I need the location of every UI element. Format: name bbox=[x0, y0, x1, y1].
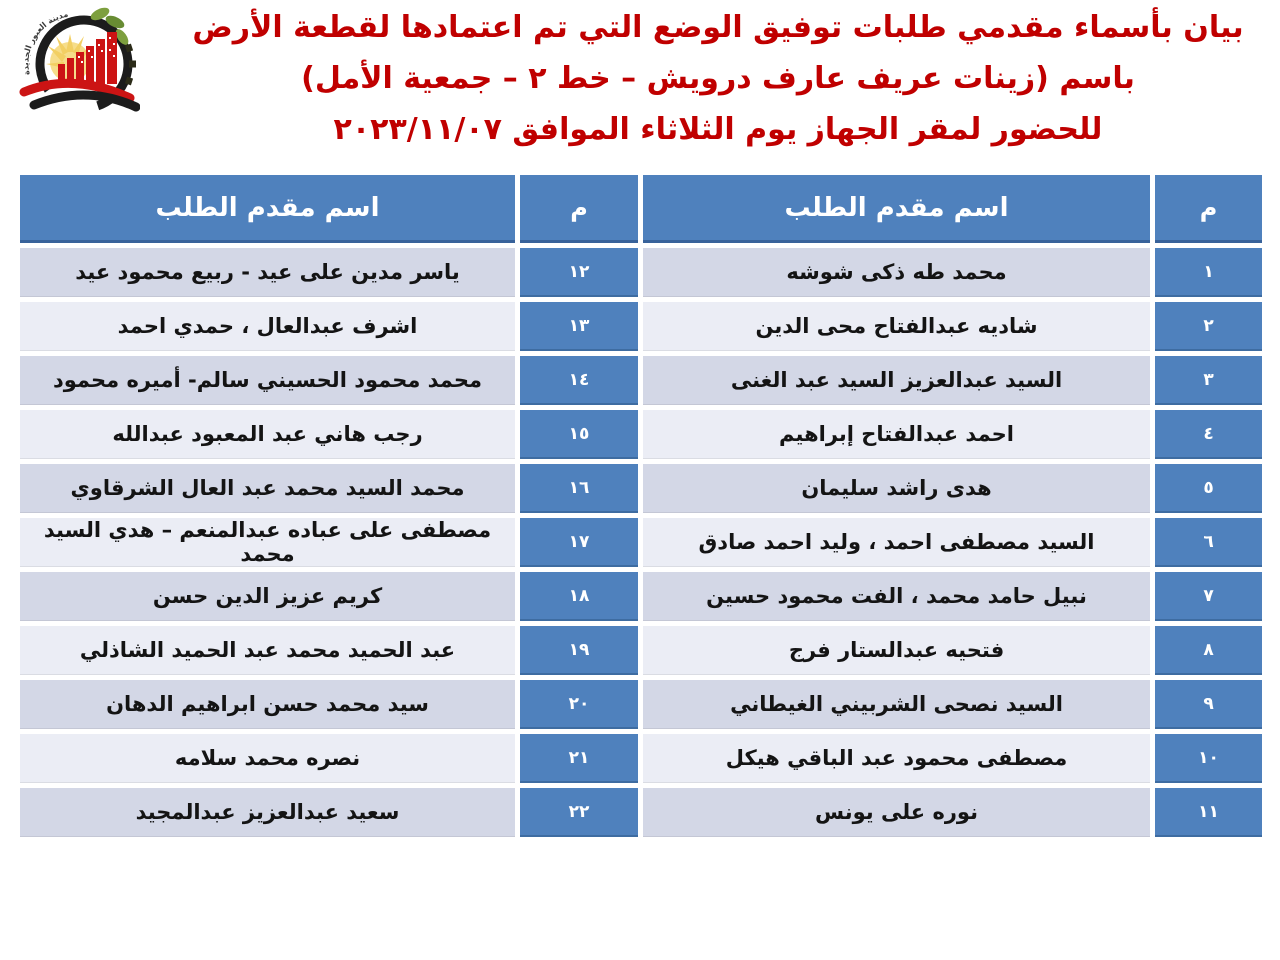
serial-cell: ٣ bbox=[1155, 356, 1262, 405]
serial-cell: ١١ bbox=[1155, 788, 1262, 837]
title-line-3: للحضور لمقر الجهاز يوم الثلاثاء الموافق ٢٠٢٣/١١/٠٧ bbox=[333, 112, 1103, 147]
applicant-name-cell: فتحيه عبدالستار فرج bbox=[643, 626, 1150, 675]
applicant-name-cell: محمد طه ذكى شوشه bbox=[643, 248, 1150, 297]
serial-cell: ٢٠ bbox=[520, 680, 638, 729]
header-name-right: اسم مقدم الطلب bbox=[643, 175, 1150, 243]
serial-cell: ٦ bbox=[1155, 518, 1262, 567]
serial-cell: ٧ bbox=[1155, 572, 1262, 621]
serial-cell: ٢١ bbox=[520, 734, 638, 783]
applicant-name-cell: كريم عزيز الدين حسن bbox=[20, 572, 515, 621]
applicant-name-cell: احمد عبدالفتاح إبراهيم bbox=[643, 410, 1150, 459]
applicant-name-cell: السيد مصطفى احمد ، وليد احمد صادق bbox=[643, 518, 1150, 567]
serial-cell: ١٢ bbox=[520, 248, 638, 297]
serial-cell: ٢ bbox=[1155, 302, 1262, 351]
serial-cell: ٨ bbox=[1155, 626, 1262, 675]
serial-cell: ١٠ bbox=[1155, 734, 1262, 783]
serial-cell: ١٦ bbox=[520, 464, 638, 513]
serial-cell: ٢٢ bbox=[520, 788, 638, 837]
serial-cell: ١٤ bbox=[520, 356, 638, 405]
header-serial-left: م bbox=[520, 175, 638, 243]
applicant-name-cell: نوره على يونس bbox=[643, 788, 1150, 837]
applicants-table bbox=[20, 175, 1262, 837]
applicant-name-cell: سيد محمد حسن ابراهيم الدهان bbox=[20, 680, 515, 729]
document-title bbox=[160, 2, 1276, 155]
applicant-name-cell: سعيد عبدالعزيز عبدالمجيد bbox=[20, 788, 515, 837]
applicant-name-cell: محمد محمود الحسيني سالم- أميره محمود bbox=[20, 356, 515, 405]
logo-curved-text: مدينة العبور الجديدة bbox=[21, 9, 70, 76]
serial-cell: ١٩ bbox=[520, 626, 638, 675]
applicant-name-cell: هدى راشد سليمان bbox=[643, 464, 1150, 513]
serial-cell: ٤ bbox=[1155, 410, 1262, 459]
header-serial-right: م bbox=[1155, 175, 1262, 243]
serial-cell: ٩ bbox=[1155, 680, 1262, 729]
applicant-name-cell: اشرف عبدالعال ، حمدي احمد bbox=[20, 302, 515, 351]
applicant-name-cell: نصره محمد سلامه bbox=[20, 734, 515, 783]
applicant-name-cell: السيد نصحى الشربيني الغيطاني bbox=[643, 680, 1150, 729]
applicant-name-cell: ياسر مدين على عيد - ربيع محمود عيد bbox=[20, 248, 515, 297]
serial-cell: ١٧ bbox=[520, 518, 638, 567]
applicant-name-cell: مصطفى محمود عبد الباقي هيكل bbox=[643, 734, 1150, 783]
applicant-name-cell: شاديه عبدالفتاح محى الدين bbox=[643, 302, 1150, 351]
applicant-name-cell: محمد السيد محمد عبد العال الشرقاوي bbox=[20, 464, 515, 513]
serial-cell: ٥ bbox=[1155, 464, 1262, 513]
applicant-name-cell: السيد عبدالعزيز السيد عبد الغنى bbox=[643, 356, 1150, 405]
serial-cell: ١ bbox=[1155, 248, 1262, 297]
org-logo-icon bbox=[18, 4, 140, 126]
applicant-name-cell: نبيل حامد محمد ، الفت محمود حسين bbox=[643, 572, 1150, 621]
serial-cell: ١٣ bbox=[520, 302, 638, 351]
title-line-1: بيان بأسماء مقدمي طلبات توفيق الوضع التي تم اعتمادها لقطعة الأرض bbox=[192, 10, 1244, 45]
applicant-name-cell: مصطفى على عباده عبدالمنعم – هدي السيد محمد bbox=[20, 518, 515, 567]
header-name-left: اسم مقدم الطلب bbox=[20, 175, 515, 243]
applicant-name-cell: عبد الحميد محمد عبد الحميد الشاذلي bbox=[20, 626, 515, 675]
serial-cell: ١٥ bbox=[520, 410, 638, 459]
serial-cell: ١٨ bbox=[520, 572, 638, 621]
title-line-2: باسم (زينات عريف عارف درويش – خط ٢ – جمعية الأمل) bbox=[301, 61, 1135, 96]
org-logo bbox=[18, 4, 140, 126]
applicant-name-cell: رجب هاني عبد المعبود عبدالله bbox=[20, 410, 515, 459]
